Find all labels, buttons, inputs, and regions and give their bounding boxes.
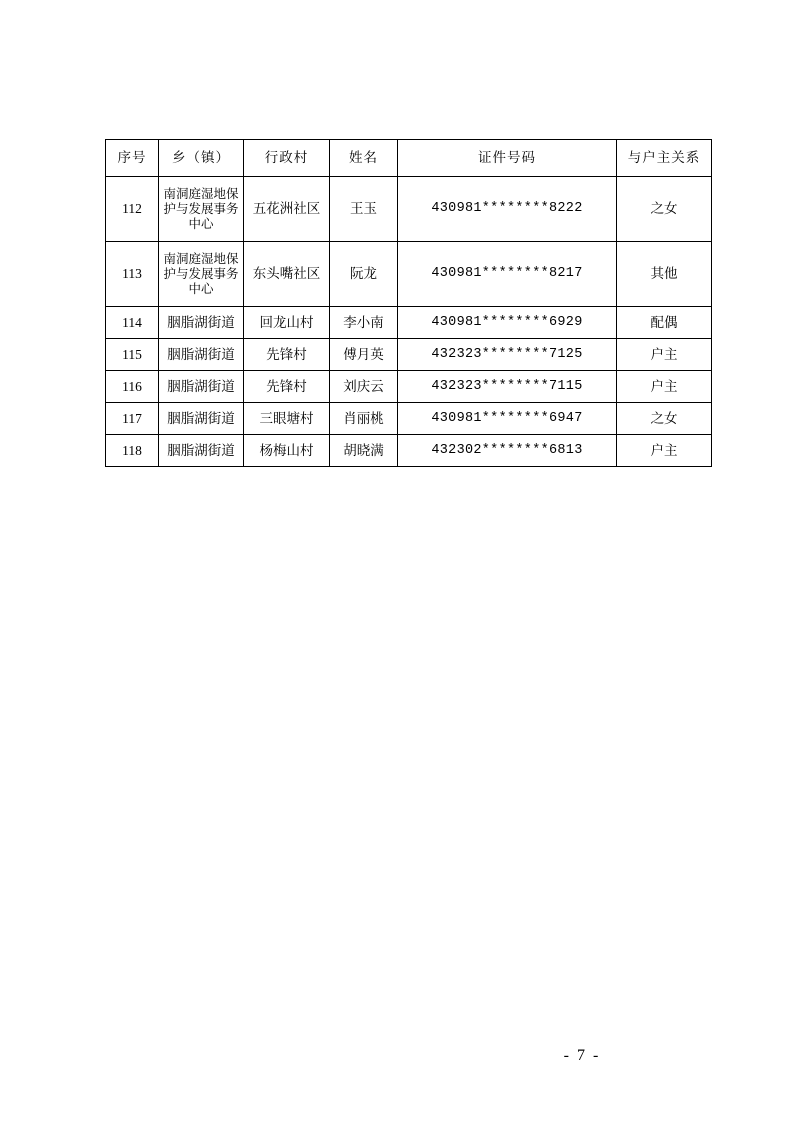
cell-village: 回龙山村 bbox=[244, 307, 330, 339]
cell-relation: 户主 bbox=[617, 339, 712, 371]
beneficiary-table bbox=[105, 139, 712, 467]
cell-name: 李小南 bbox=[330, 307, 398, 339]
table-row bbox=[106, 371, 712, 403]
cell-relation: 之女 bbox=[617, 403, 712, 435]
column-header-name: 姓名 bbox=[330, 140, 398, 177]
cell-index: 116 bbox=[106, 371, 159, 403]
table-header-row bbox=[106, 140, 712, 177]
table-row bbox=[106, 177, 712, 242]
cell-village: 杨梅山村 bbox=[244, 435, 330, 467]
cell-id-number: 432302********6813 bbox=[398, 435, 617, 467]
page-number: - 7 - bbox=[563, 1047, 601, 1064]
cell-name: 肖丽桃 bbox=[330, 403, 398, 435]
cell-id-number: 430981********8222 bbox=[398, 177, 617, 242]
table-row bbox=[106, 339, 712, 371]
cell-village: 五花洲社区 bbox=[244, 177, 330, 242]
cell-relation: 户主 bbox=[617, 371, 712, 403]
cell-name: 阮龙 bbox=[330, 242, 398, 307]
table-row bbox=[106, 435, 712, 467]
column-header-index: 序号 bbox=[106, 140, 159, 177]
cell-village: 三眼塘村 bbox=[244, 403, 330, 435]
beneficiary-table-container bbox=[105, 139, 711, 467]
table-row bbox=[106, 307, 712, 339]
cell-town: 南洞庭湿地保护与发展事务中心 bbox=[159, 177, 244, 242]
cell-id-number: 430981********6947 bbox=[398, 403, 617, 435]
column-header-town: 乡（镇） bbox=[159, 140, 244, 177]
cell-town: 南洞庭湿地保护与发展事务中心 bbox=[159, 242, 244, 307]
cell-village: 先锋村 bbox=[244, 371, 330, 403]
cell-village: 东头嘴社区 bbox=[244, 242, 330, 307]
cell-relation: 其他 bbox=[617, 242, 712, 307]
cell-town: 胭脂湖街道 bbox=[159, 403, 244, 435]
cell-id-number: 432323********7115 bbox=[398, 371, 617, 403]
cell-index: 118 bbox=[106, 435, 159, 467]
cell-id-number: 430981********8217 bbox=[398, 242, 617, 307]
column-header-village: 行政村 bbox=[244, 140, 330, 177]
cell-id-number: 432323********7125 bbox=[398, 339, 617, 371]
cell-index: 114 bbox=[106, 307, 159, 339]
cell-name: 刘庆云 bbox=[330, 371, 398, 403]
cell-relation: 户主 bbox=[617, 435, 712, 467]
table-row bbox=[106, 242, 712, 307]
cell-town: 胭脂湖街道 bbox=[159, 339, 244, 371]
column-header-id-number: 证件号码 bbox=[398, 140, 617, 177]
cell-index: 113 bbox=[106, 242, 159, 307]
cell-index: 112 bbox=[106, 177, 159, 242]
cell-id-number: 430981********6929 bbox=[398, 307, 617, 339]
cell-name: 王玉 bbox=[330, 177, 398, 242]
cell-index: 117 bbox=[106, 403, 159, 435]
column-header-relation: 与户主关系 bbox=[617, 140, 712, 177]
cell-town: 胭脂湖街道 bbox=[159, 307, 244, 339]
cell-relation: 配偶 bbox=[617, 307, 712, 339]
cell-index: 115 bbox=[106, 339, 159, 371]
cell-relation: 之女 bbox=[617, 177, 712, 242]
cell-name: 胡晓满 bbox=[330, 435, 398, 467]
cell-village: 先锋村 bbox=[244, 339, 330, 371]
cell-town: 胭脂湖街道 bbox=[159, 435, 244, 467]
table-row bbox=[106, 403, 712, 435]
cell-name: 傅月英 bbox=[330, 339, 398, 371]
cell-town: 胭脂湖街道 bbox=[159, 371, 244, 403]
table-header bbox=[106, 140, 712, 177]
table-body bbox=[106, 177, 712, 467]
